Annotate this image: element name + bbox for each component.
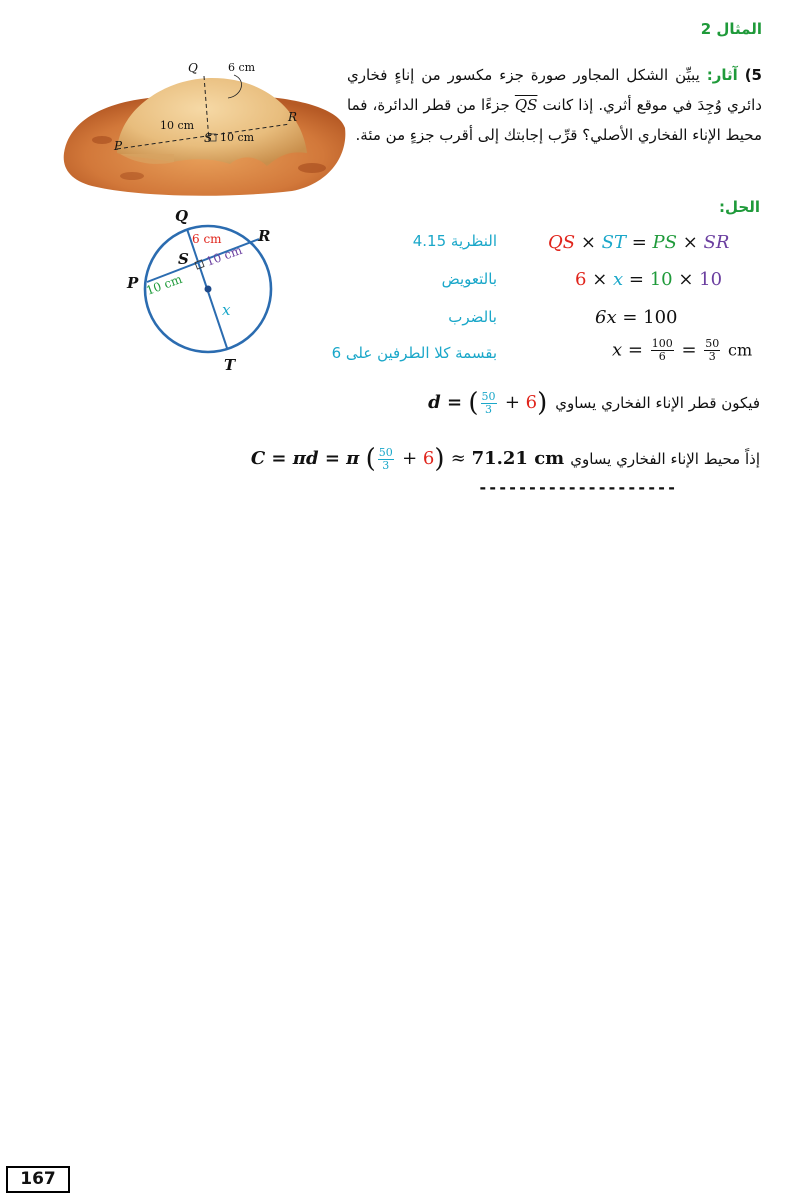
eq-ps: PS: [652, 232, 677, 253]
d-six: 6: [525, 392, 538, 413]
problem-text-before: يبيِّن الشكل المجاور صورة جزء مكسور من إناءٍ فخاري دائري وُجِدَ في موقع أثري. إذا كانت: [347, 66, 762, 114]
photo-label-top: 6 cm: [228, 61, 256, 74]
photo-label-right: 10 cm: [220, 131, 255, 144]
equation-multiplication: 6x = 100: [595, 307, 678, 328]
diameter-line: [428, 388, 760, 418]
step-label-multiplication: بالضرب: [448, 308, 497, 326]
eq-x: x: [613, 269, 624, 290]
c-d: d: [305, 448, 319, 469]
page-number: 167: [6, 1166, 70, 1193]
diagram-label-t: T: [224, 356, 236, 374]
circumference-label: إذاً محيط الإناء الفخاري يساوي: [570, 450, 760, 468]
circumference-equation: C = πd = π ( $\frac{50}{3}$ + 6) ≈ 71.21 cm: [250, 444, 565, 474]
equation-division: x = $\frac{100}{6}$ = $\frac{50}{3}$ cm: [612, 337, 753, 363]
diagram-label-s: S: [178, 250, 189, 268]
eq-d: d: [428, 392, 441, 413]
frac1-num: 100: [651, 337, 673, 350]
diagram-label-sr: 10 cm: [204, 242, 244, 269]
photo-label-s: S: [204, 131, 213, 145]
eq-ten-b: 10: [699, 269, 723, 290]
c-frac-num: 50: [378, 445, 393, 459]
frac1-den: 6: [658, 350, 666, 363]
problem-statement: [347, 60, 762, 150]
step-label-substitution: بالتعويض: [441, 270, 497, 288]
diagram-label-x: x: [222, 301, 231, 319]
diagram-label-p: P: [127, 274, 139, 292]
c-frac-den: 3: [382, 458, 390, 472]
eq-six: 6: [575, 269, 587, 290]
d-frac-num: 50: [481, 389, 496, 403]
frac2-num: 50: [705, 337, 720, 350]
diagram-label-ps: 10 cm: [144, 271, 184, 298]
diameter-label: فيكون قطر الإناء الفخاري يساوي: [555, 394, 760, 412]
photo-label-r: R: [288, 110, 298, 124]
d-frac-den: 3: [485, 402, 493, 416]
eq-sr: SR: [703, 232, 730, 253]
eq-qs: QS: [548, 232, 576, 253]
eq-st: ST: [601, 232, 626, 253]
segment-qs: $\overline{QS}$: [514, 96, 538, 114]
equation-substitution: 6 × x = 10 × 10: [575, 269, 723, 290]
problem-text-after: جزءًا من قطر الدائرة، فما محيط الإناء الفخاري الأصلي؟ قرِّب إجابتك إلى أقرب جزءٍ من مئة.: [347, 96, 762, 144]
separator-line: --------------------: [478, 478, 677, 497]
photo-label-q: Q: [188, 61, 198, 75]
eq-ten-a: 10: [649, 269, 673, 290]
photo-label-p: P: [114, 139, 123, 153]
example-title: المثال 2: [700, 20, 762, 38]
equation-theorem: QS × ST = PS × SR: [548, 232, 730, 253]
problem-number: 5): [744, 66, 762, 84]
solution-heading: الحل:: [719, 198, 760, 216]
frac2-den: 3: [708, 350, 716, 363]
diameter-equation: d = ( $\frac{50}{3}$ + 6): [428, 388, 548, 418]
eq-100: 100: [643, 307, 678, 328]
circumference-result: 71.21 cm: [471, 448, 565, 469]
eq-unit: cm: [727, 340, 753, 360]
circle-diagram: [118, 203, 288, 375]
eq-6x: 6x: [595, 307, 617, 328]
circumference-line: [251, 444, 760, 474]
diagram-label-r: R: [258, 227, 271, 245]
problem-tag: آثار:: [706, 66, 738, 84]
eq-x-result: x: [612, 339, 623, 361]
step-label-division: بقسمة كلا الطرفين على 6: [331, 344, 497, 362]
pottery-photo: [62, 58, 347, 198]
photo-label-left: 10 cm: [160, 119, 195, 132]
diagram-label-q: Q: [175, 207, 189, 225]
center-point: [205, 286, 212, 293]
c-six: 6: [422, 448, 435, 469]
step-label-theorem: النظرية 4.15: [412, 232, 497, 250]
diagram-label-qs: 6 cm: [192, 232, 222, 246]
